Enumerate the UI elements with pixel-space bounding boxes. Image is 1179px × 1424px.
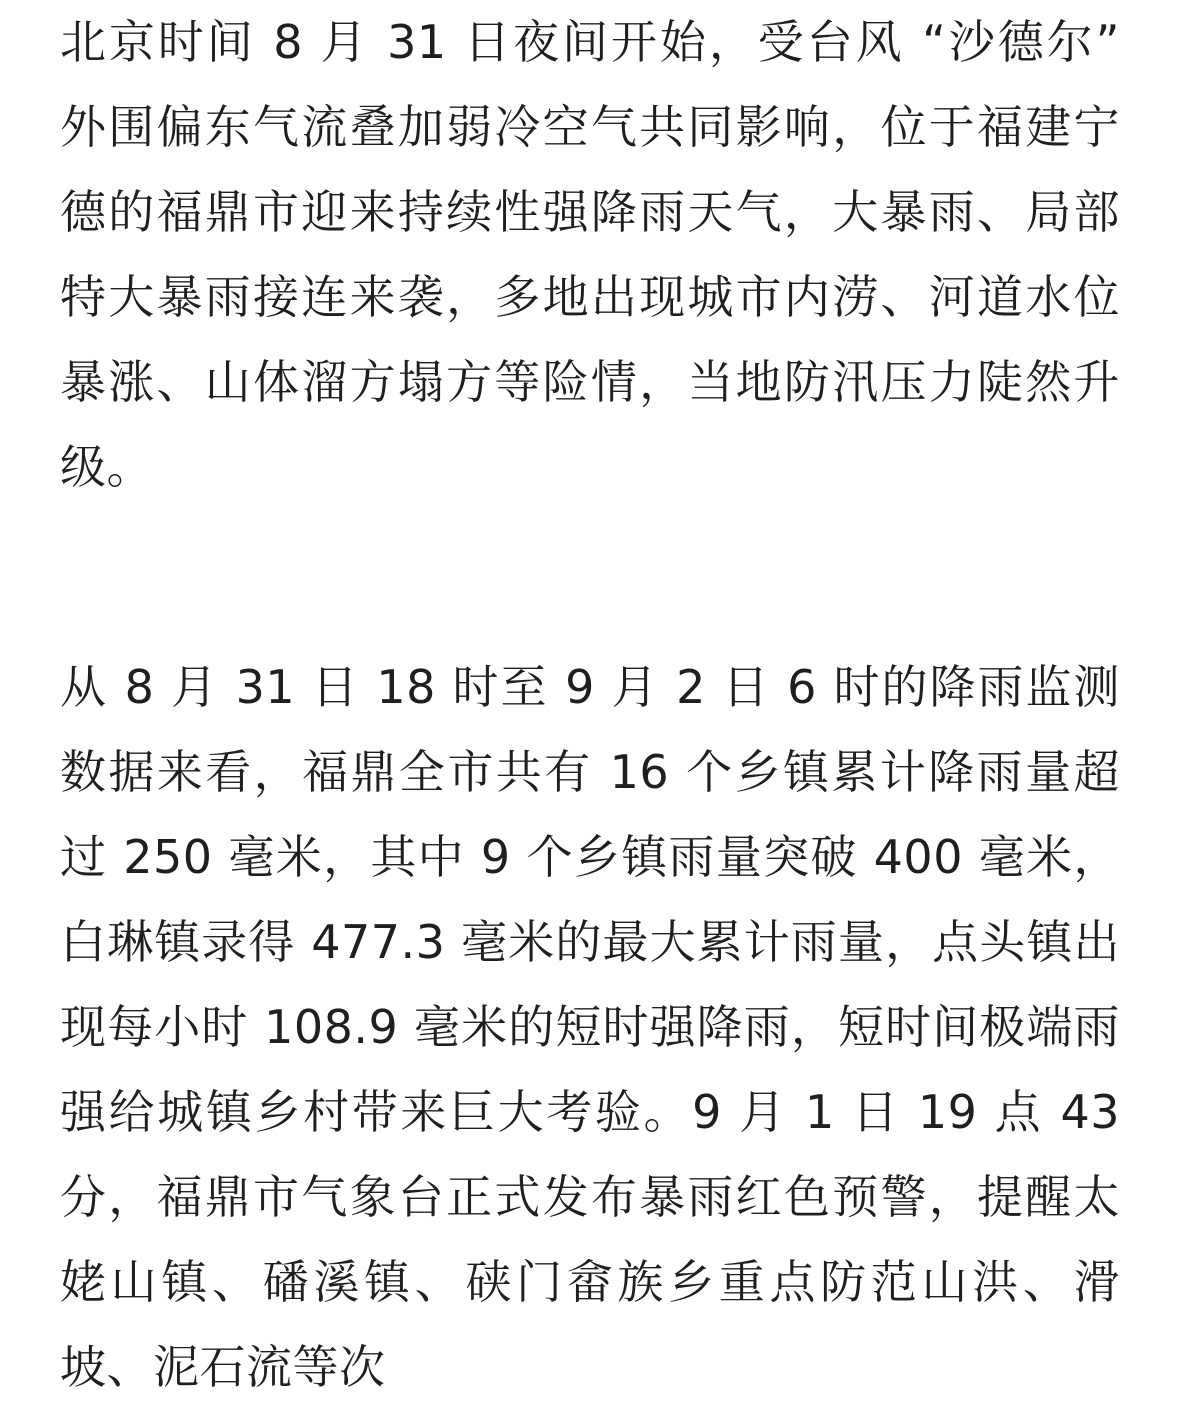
article-paragraph-2: 从 8 月 31 日 18 时至 9 月 2 日 6 时的降雨监测数据来看，福鼎全市共有 16 个乡镇累计降雨量超过 250 毫米，其中 9 个乡镇雨量突破 400 毫米，白琳镇录得 477.3 毫米的最大累计雨量，点头镇出现每小时 108.9 毫米的短时强降雨，短时间极端雨强给城镇乡村带来巨大考验。9 月 1 日 19 点 43 分，福鼎市气象台正式发布暴雨红色预警，提醒太姥山镇、磻溪镇、硖门畲族乡重点防范山洪、滑坡、泥石流等次	[60, 660, 1120, 1394]
article-paragraph-1: 北京时间 8 月 31 日夜间开始，受台风 “沙德尔” 外围偏东气流叠加弱冷空气共同影响，位于福建宁德的福鼎市迎来持续性强降雨天气，大暴雨、局部特大暴雨接连来袭，多地出现城市内涝、河道水位暴涨、山体溜方塌方等险情，当地防汛压力陡然升级。	[60, 15, 1120, 494]
